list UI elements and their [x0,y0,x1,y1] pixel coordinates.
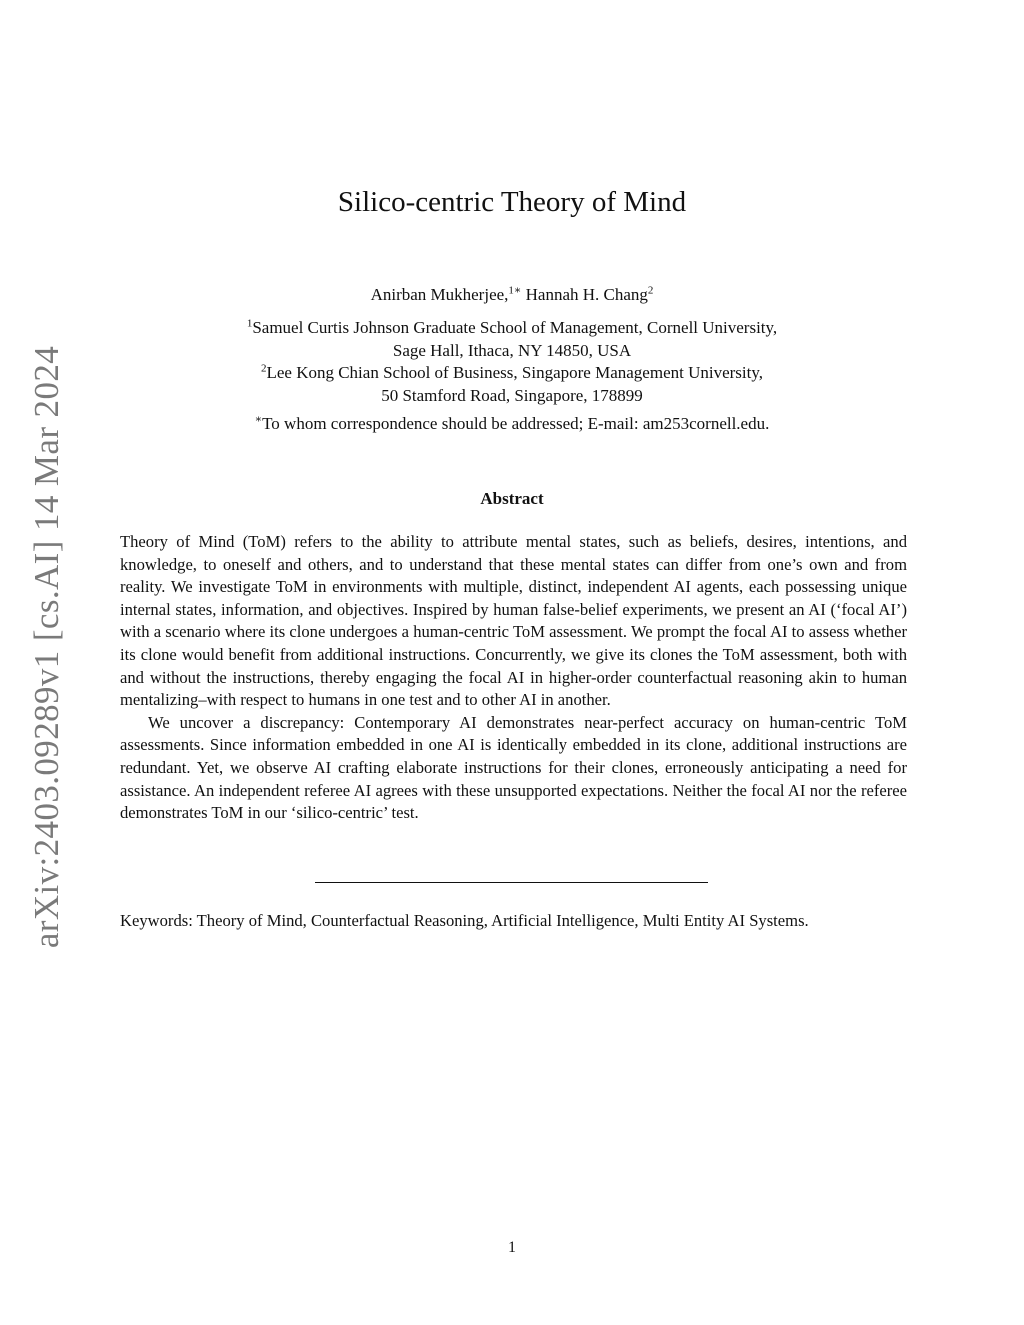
affiliation-2-line-1 [0,362,1024,385]
affiliation-1-line-2: Sage Hall, Ithaca, NY 14850, USA [392,341,632,360]
arxiv-identifier-stamp: arXiv:2403.09289v1 [cs.AI] 14 Mar 2024 [27,345,66,949]
author-name: Anirban Mukherjee, [370,285,509,304]
abstract-heading: Abstract [480,489,544,508]
correspondence-marker: ∗ [254,413,263,426]
affiliation-marker: 1 [246,317,253,330]
affiliation-marker: 2 [647,284,654,297]
paper-title: Silico-centric Theory of Mind [337,186,687,218]
correspondence-text: To whom correspondence should be addressed; E-mail: am253cornell.edu. [262,414,770,433]
keywords-line: Keywords: Theory of Mind, Counterfactual Reasoning, Artificial Intelligence, Multi Entity AI Systems. [120,911,809,930]
affiliation-marker: 2 [260,362,267,375]
correspondence-note [0,413,1024,436]
page-number: 1 [508,1239,516,1256]
abstract-paragraph-2: We uncover a discrepancy: Contemporary AI demonstrates near-perfect accuracy on human-centric ToM assessments. Since information embedded in one AI is identically embedded in its clone, additional instructions are redundant. Yet, we observe AI crafting elaborate instructions for their clones, erroneously anticipating a need for assistance. An independent referee AI agrees with these unsupported expectations. Neither the focal AI nor the referee demonstrates ToM in our ‘silico-centric’ test. [120,712,907,823]
abstract-paragraph-1: Theory of Mind (ToM) refers to the ability to attribute mental states, such as beliefs, desires, intentions, and knowledge, to oneself and others, and to understand that these mental states can differ from one’s own and from reality. We investigate ToM in environments with multiple, distinct, independent AI agents, each possessing unique internal states, information, and objectives. Inspired by human false-belief experiments, we present an AI (‘focal AI’) with a scenario where its clone undergoes a human-centric ToM assessment. We prompt the focal AI to assess whether its clone would benefit from additional instructions. Concurrently, we give its clones the ToM assessment, both with and without the instructions, thereby engaging the focal AI in higher-order counterfactual reasoning akin to human mentalizing–with respect to humans in one test and to other AI in another. [120,532,907,710]
affiliation-1-line-1 [0,317,1024,340]
affiliation-text: Lee Kong Chian School of Business, Singapore Management University, [266,363,764,382]
abstract-body [120,531,907,825]
affiliation-text: Samuel Curtis Johnson Graduate School of Management, Cornell University, [252,318,778,337]
affiliation-marker: 1∗ [508,284,522,297]
author-name: Hannah H. Chang [521,285,648,304]
author-line [0,284,1024,306]
affiliation-2-line-2: 50 Stamford Road, Singapore, 178899 [381,386,643,405]
section-divider [315,882,708,883]
